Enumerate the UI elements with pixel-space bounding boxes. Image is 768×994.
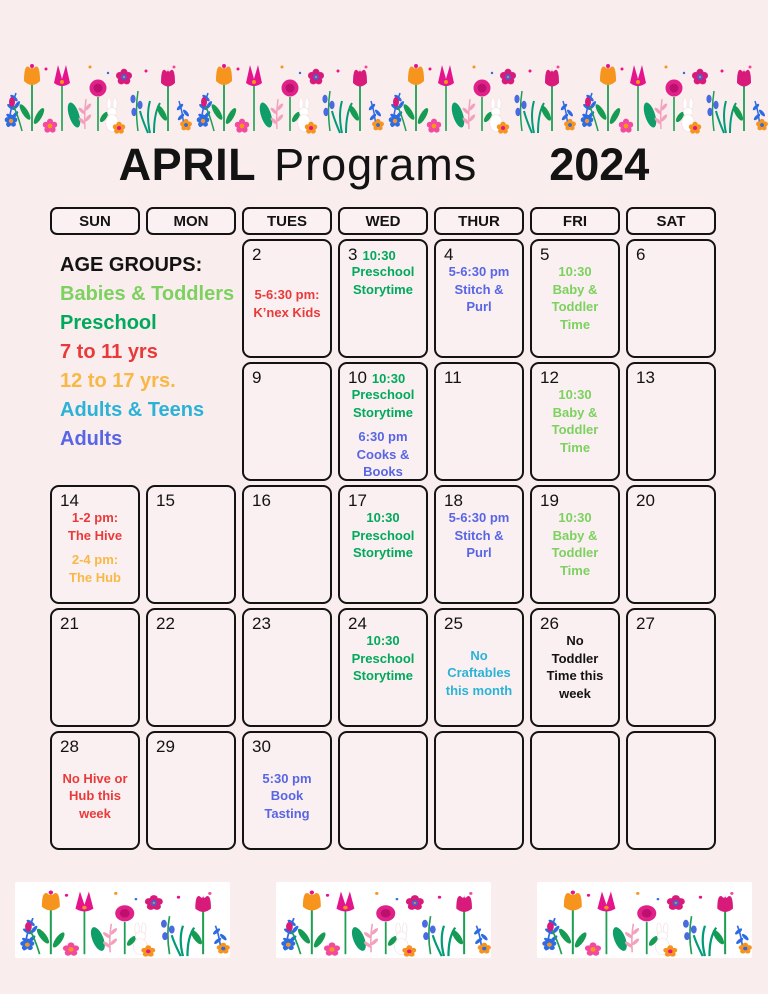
- event: 10:30 Baby & Toddler Time: [551, 387, 599, 455]
- day-header-wed: WED: [338, 207, 428, 235]
- cell-events: [536, 386, 614, 456]
- day-number: 14: [60, 491, 79, 510]
- day-header-sun: SUN: [50, 207, 140, 235]
- calendar-cell-27: [626, 608, 716, 727]
- calendar-cell-14: [50, 485, 140, 604]
- calendar-cell-2: [242, 239, 332, 358]
- day-number: 13: [636, 368, 655, 387]
- day-header-sat: SAT: [626, 207, 716, 235]
- calendar-cell-10: [338, 362, 428, 481]
- event: 6:30 pm Cooks & Books: [356, 429, 410, 480]
- calendar-cell-9: [242, 362, 332, 481]
- calendar-cell-blank: [338, 731, 428, 850]
- calendar-cell-24: [338, 608, 428, 727]
- floral-border-bottom-panel-3: [537, 882, 752, 958]
- day-number: 27: [636, 614, 655, 633]
- day-number: 18: [444, 491, 463, 510]
- legend-item-7-to-11: 7 to 11 yrs: [60, 341, 158, 363]
- event: 10:30 Preschool Storytime: [351, 633, 415, 684]
- event: No Hive or Hub this week: [62, 770, 128, 821]
- floral-border-bottom-panel-2: [276, 882, 491, 958]
- day-number: 6: [636, 245, 646, 264]
- event-time-inline: 10:30: [371, 371, 406, 386]
- cell-events: [344, 263, 422, 298]
- legend-item-adults-teens: Adults & Teens: [60, 399, 205, 421]
- day-number: 25: [444, 614, 463, 633]
- calendar-cell-21: [50, 608, 140, 727]
- legend-item-12-to-17: 12 to 17 yrs.: [60, 370, 176, 392]
- day-number: 17: [348, 491, 367, 510]
- day-number: 3: [348, 245, 358, 264]
- cell-events: [440, 509, 518, 562]
- event: 5-6:30 pm Stitch & Purl: [448, 264, 510, 315]
- event: 10:30 Preschool Storytime: [351, 510, 415, 561]
- day-header-fri: FRI: [530, 207, 620, 235]
- title-label: Programs: [274, 139, 478, 190]
- event: 10:30 Baby & Toddler Time: [551, 264, 599, 332]
- day-number: 11: [444, 368, 462, 387]
- legend-item-adults: Adults: [60, 428, 123, 450]
- event: 5-6:30 pm Stitch & Purl: [448, 510, 510, 561]
- event: 10:30 Baby & Toddler Time: [551, 510, 599, 578]
- calendar-cell-18: [434, 485, 524, 604]
- floral-border-bottom-panel-1: [15, 882, 230, 958]
- day-header-thur: THUR: [434, 207, 524, 235]
- event: Preschool Storytime: [351, 264, 415, 297]
- event: 2-4 pm: The Hub: [69, 552, 121, 585]
- event: No Craftables this month: [445, 647, 513, 698]
- calendar-cell-4: [434, 239, 524, 358]
- cell-events: [248, 263, 326, 353]
- floral-border-top: [0, 54, 768, 136]
- day-number: 28: [60, 737, 79, 756]
- calendar-cell-25: [434, 608, 524, 727]
- calendar-cell-16: [242, 485, 332, 604]
- day-number: 15: [156, 491, 175, 510]
- calendar-cell-17: [338, 485, 428, 604]
- day-number: 9: [252, 368, 262, 387]
- calendar-cell-3: [338, 239, 428, 358]
- day-header-row: [50, 207, 716, 235]
- day-number: 12: [540, 368, 559, 387]
- calendar-cell-6: [626, 239, 716, 358]
- event: 5:30 pm Book Tasting: [262, 770, 312, 821]
- calendar-cell-22: [146, 608, 236, 727]
- legend-item-babies-toddlers: Babies & Toddlers: [60, 283, 235, 305]
- day-number: 19: [540, 491, 559, 510]
- calendar-cell-blank: [434, 731, 524, 850]
- calendar-cell-19: [530, 485, 620, 604]
- page-title: [0, 134, 768, 196]
- day-number: 23: [252, 614, 271, 633]
- cell-events: [536, 509, 614, 579]
- cell-events: [440, 632, 518, 722]
- calendar-cell-28: [50, 731, 140, 850]
- calendar-cell-11: [434, 362, 524, 481]
- day-number: 26: [540, 614, 559, 633]
- event: 5-6:30 pm: K’nex Kids: [253, 287, 321, 320]
- calendar-cell-5: [530, 239, 620, 358]
- cell-events: [56, 755, 134, 845]
- day-number: 30: [252, 737, 271, 756]
- calendar-cell-30: [242, 731, 332, 850]
- day-number: 16: [252, 491, 271, 510]
- cell-events: [536, 263, 614, 333]
- day-header-tues: TUES: [242, 207, 332, 235]
- floral-border-top-graphic: [0, 54, 768, 136]
- cell-events: [344, 632, 422, 685]
- calendar-cell-15: [146, 485, 236, 604]
- cell-events: [248, 755, 326, 845]
- cell-events: [440, 263, 518, 316]
- calendar-cell-blank: [626, 731, 716, 850]
- day-number: 20: [636, 491, 655, 510]
- title-year: 2024: [549, 139, 650, 190]
- calendar-cell-26: [530, 608, 620, 727]
- cell-events: [344, 509, 422, 562]
- event: 1-2 pm: The Hive: [67, 510, 123, 543]
- calendar-cell-20: [626, 485, 716, 604]
- cell-events: [344, 386, 422, 481]
- day-number: 22: [156, 614, 175, 633]
- title-month: APRIL: [118, 139, 257, 190]
- day-header-mon: MON: [146, 207, 236, 235]
- event: Preschool Storytime: [351, 387, 415, 420]
- cell-events: [56, 509, 134, 586]
- day-number: 24: [348, 614, 367, 633]
- calendar-cell-13: [626, 362, 716, 481]
- day-number: 29: [156, 737, 175, 756]
- day-number: 21: [60, 614, 79, 633]
- calendar-cell-blank: [530, 731, 620, 850]
- day-number: 4: [444, 245, 454, 264]
- legend-title: AGE GROUPS:: [60, 254, 203, 276]
- event-time-inline: 10:30: [362, 248, 396, 263]
- calendar-cell-29: [146, 731, 236, 850]
- age-groups-legend: [60, 251, 246, 454]
- event: No Toddler Time this week: [546, 633, 604, 701]
- day-number: 5: [540, 245, 550, 264]
- day-number: 2: [252, 245, 262, 264]
- day-number: 10: [348, 368, 367, 387]
- legend-item-preschool: Preschool: [60, 312, 157, 334]
- calendar-cell-12: [530, 362, 620, 481]
- calendar-cell-23: [242, 608, 332, 727]
- cell-events: [536, 632, 614, 702]
